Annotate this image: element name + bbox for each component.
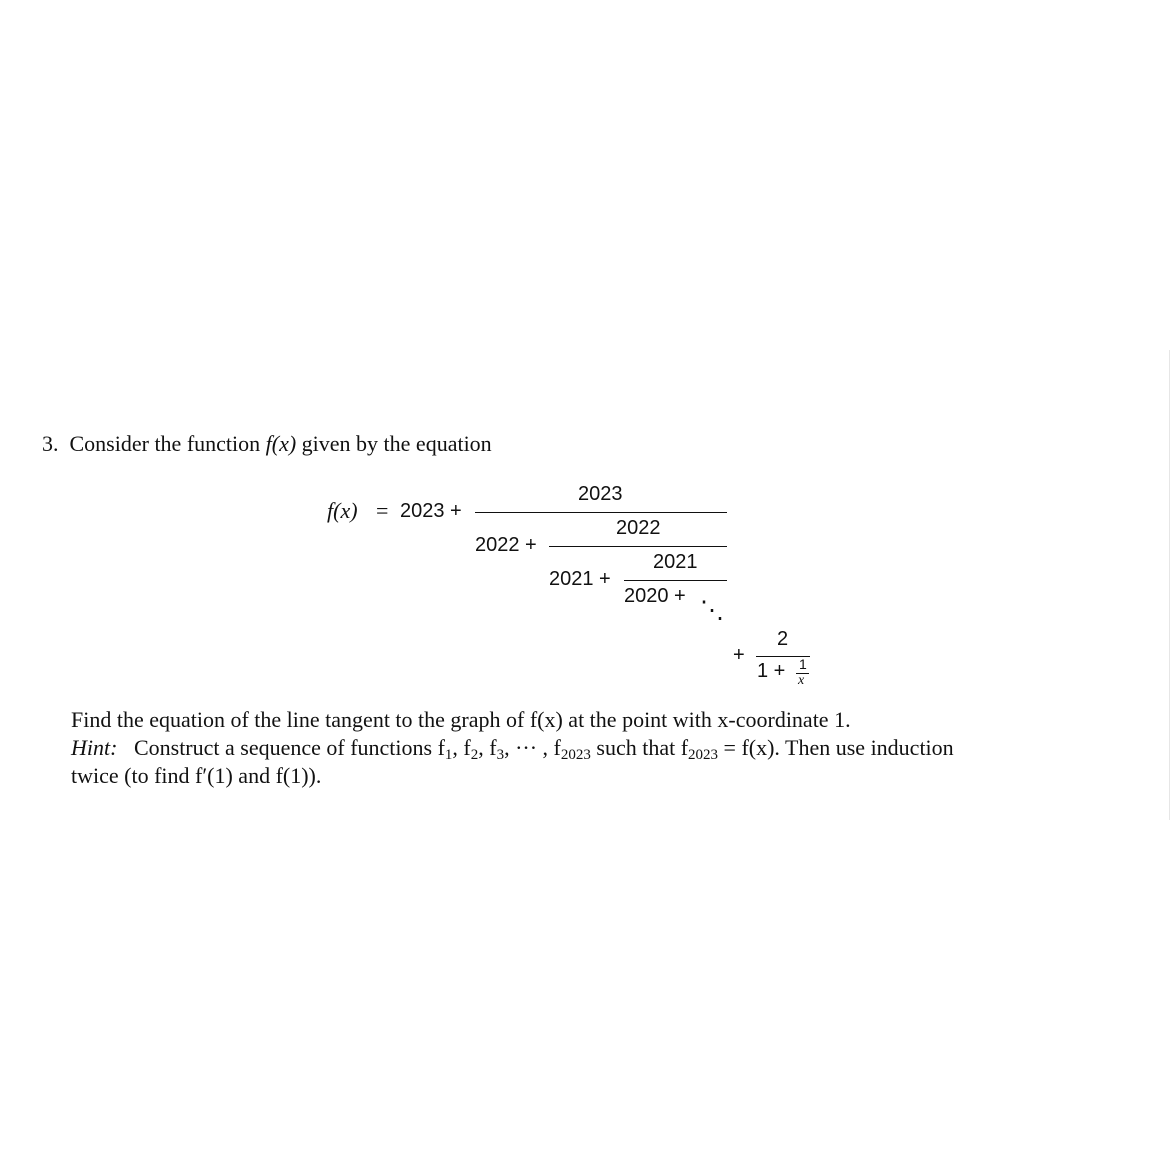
- hint-sub-4: 2023: [560, 747, 591, 763]
- hint-sub-5: 2023: [688, 747, 719, 763]
- denominator-term-2021: 2021 +: [549, 568, 611, 590]
- intro-rest: given by the equation: [301, 431, 492, 456]
- numerator-2023: 2023: [578, 483, 623, 505]
- hint-sep-2: , f: [478, 735, 497, 760]
- hint-text-b: such that f: [590, 735, 689, 760]
- task-line-1: Find the equation of the line tangent to the graph of f(x) at the point with x-coordinate 1.: [71, 707, 851, 732]
- denominator-term-2020: 2020 +: [624, 585, 686, 607]
- problem-statement: [42, 431, 492, 457]
- problem-number: 3.: [42, 431, 59, 456]
- hint-sub-3: 3: [496, 747, 505, 763]
- denominator-term-2022: 2022 +: [475, 534, 537, 556]
- numerator-2022: 2022: [616, 517, 661, 539]
- hint-sub-2: 2: [470, 747, 479, 763]
- final-plus: +: [733, 644, 745, 666]
- hint-line: [71, 735, 954, 764]
- intro-text: Consider the function: [69, 431, 261, 456]
- equation-equals: =: [376, 498, 389, 523]
- final-numerator: 2: [777, 628, 789, 650]
- intro-func: f(x): [265, 431, 297, 456]
- hint-text-c: = f(x). Then use induction: [718, 735, 954, 760]
- hint-text-a: Construct a sequence of functions f: [133, 735, 445, 760]
- numerator-2021: 2021: [653, 551, 698, 573]
- hint-mid: , ··· , f: [504, 735, 561, 760]
- fraction-bar-2: [549, 546, 727, 547]
- final-denominator: 1 +: [757, 660, 786, 682]
- fraction-bar-3: [624, 580, 727, 581]
- equation-first-term: 2023 +: [400, 500, 462, 522]
- hint-sep-1: , f: [452, 735, 471, 760]
- fraction-bar-1: [475, 512, 727, 513]
- diagonal-ellipsis: ⋱: [700, 598, 724, 624]
- inner-denominator: x: [798, 673, 805, 688]
- hint-label: Hint:: [71, 735, 118, 760]
- inner-numerator: 1: [799, 656, 807, 672]
- hint-sub-1: 1: [444, 747, 453, 763]
- equation-lhs: f(x): [327, 498, 358, 523]
- task-line-3: twice (to find f′(1) and f(1)).: [71, 763, 322, 788]
